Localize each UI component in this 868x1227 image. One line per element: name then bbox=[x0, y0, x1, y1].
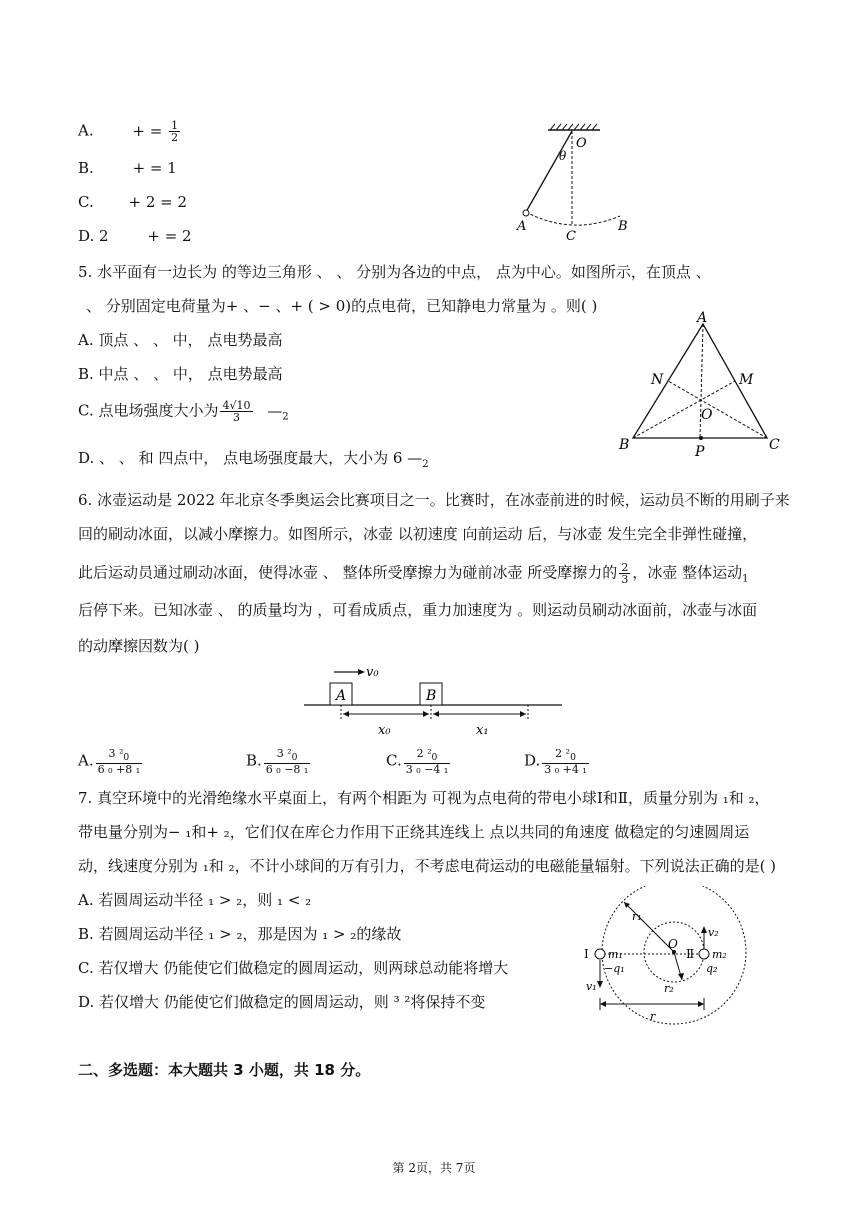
q4-option-a: A. + = $\frac{1}{2}$ bbox=[78, 119, 179, 144]
q6-option-c: C. $\frac{2 ^2_0}{\text{3 ₀ −4 ₁}}$ bbox=[386, 747, 449, 777]
fraction: $\frac{1}{2}$ bbox=[171, 119, 179, 144]
q5-option-c: C. 点电场强度大小为 $\frac{4√10}{3}$ $—_2$ bbox=[78, 399, 289, 424]
q4-option-c: C. + 2 = 2 bbox=[78, 193, 188, 211]
q6-line-2: 回的刷动冰面，以减小摩擦力。如图所示，冰壶 以初速度 向前运动 后，与冰壶 发生完全非弹性碰撞， bbox=[78, 525, 758, 543]
label-q2: q₂ bbox=[706, 962, 718, 975]
q5-line-2: 、 分别固定电荷量为+ 、− 、+ ( > 0)的点电荷，已知静电力常量为 。则( ) bbox=[86, 297, 598, 315]
fraction: $\frac{3 ^2_0}{\text{6 ₀ −8 ₁}}$ bbox=[265, 747, 309, 777]
label-r1: r₁ bbox=[632, 910, 642, 923]
label-v1: v₁ bbox=[586, 980, 597, 993]
label-a: A bbox=[697, 310, 708, 326]
circular-motion-figure bbox=[578, 886, 758, 1026]
label-r2: r₂ bbox=[664, 982, 674, 995]
label-ball-2: Ⅱ bbox=[686, 947, 695, 961]
label-v0: v₀ bbox=[366, 665, 379, 680]
fraction: $\frac{3 ^2_0}{\text{6 ₀ +8 ₁}}$ bbox=[97, 747, 141, 777]
q7-option-b: B. 若圆周运动半径 ₁ > ₂，那是因为 ₁ > ₂的缘故 bbox=[78, 925, 402, 943]
label-b: B bbox=[619, 437, 630, 453]
label-c: C bbox=[566, 229, 576, 240]
label-p: P bbox=[695, 444, 705, 458]
q6-option-a: A. $\frac{3 ^2_0}{\text{6 ₀ +8 ₁}}$ bbox=[78, 747, 141, 777]
section-heading: 二、多选题：本大题共 3 小题，共 18 分。 bbox=[78, 1061, 371, 1079]
label-a: A bbox=[517, 219, 527, 234]
label-x1: x₁ bbox=[476, 723, 489, 738]
q6-line-5: 的动摩擦因数为( ) bbox=[78, 637, 200, 655]
fraction: $\frac{4√10}{3}$ bbox=[222, 399, 251, 424]
label-m1: m₁ bbox=[608, 948, 623, 961]
label-v2: v₂ bbox=[708, 926, 719, 939]
q6-line-1: 6. 冰壶运动是 2022 年北京冬季奥运会比赛项目之一。比赛时，在冰壶前进的时候，运动员不断的用刷子来 bbox=[78, 491, 790, 509]
q4-option-b: B. + = 1 bbox=[78, 159, 177, 177]
fraction: $\frac{2}{3}$ bbox=[621, 561, 629, 586]
label-n: N bbox=[651, 372, 664, 388]
label-o: O bbox=[701, 407, 713, 423]
q4-option-d: D. 2 + = 2 bbox=[78, 227, 192, 245]
label-theta: θ bbox=[559, 149, 567, 163]
label-r: r bbox=[650, 1010, 656, 1023]
label-neg-q1: −q₁ bbox=[604, 962, 625, 975]
label-x0: x₀ bbox=[378, 723, 391, 738]
label-m2: m₂ bbox=[712, 948, 727, 961]
label-ball-1: Ⅰ bbox=[584, 947, 589, 961]
triangle-figure bbox=[615, 308, 795, 458]
q6-line-4: 后停下来。已知冰壶 、 的质量均为 ，可看成质点，重力加速度为 。则运动员刷动冰面前，冰壶与冰面 bbox=[78, 601, 758, 619]
label-o: O bbox=[668, 937, 678, 951]
fraction: $\frac{2 ^2_0}{\text{3 ₀ +4 ₁}}$ bbox=[544, 747, 587, 777]
q5-option-b: B. 中点 、 、 中， 点电势最高 bbox=[78, 365, 283, 383]
q6-option-b: B. $\frac{3 ^2_0}{\text{6 ₀ −8 ₁}}$ bbox=[246, 747, 309, 777]
q5-line-1: 5. 水平面有一边长为 的等边三角形 、 、 分别为各边的中点， 点为中心。如图所示，在顶点 、 bbox=[78, 263, 711, 281]
q6-line-3: 此后运动员通过刷动冰面，使得冰壶 、 整体所受摩擦力为碰前冰壶 所受摩擦力的 $\frac{2}{3}$ ，冰壶 整体运动$_1$ bbox=[78, 561, 749, 586]
page-footer: 第 2页，共 7页 bbox=[392, 1161, 476, 1175]
q7-line-2: 带电量分别为− ₁和+ ₂，它们仅在库仑力作用下正绕其连线上 点以共同的角速度 做稳定的匀速圆周运 bbox=[78, 823, 750, 841]
fraction: $\frac{2 ^2_0}{\text{3 ₀ −4 ₁}}$ bbox=[405, 747, 449, 777]
label-a: A bbox=[336, 688, 347, 704]
label-b: B bbox=[426, 688, 437, 704]
q7-line-1: 7. 真空环境中的光滑绝缘水平桌面上，有两个相距为 可视为点电荷的带电小球Ⅰ和Ⅱ，质量分别为 ₁和 ₂， bbox=[78, 789, 770, 807]
label-m: M bbox=[739, 372, 754, 388]
q5-option-a: A. 顶点 、 、 中， 点电势最高 bbox=[78, 331, 283, 349]
q7-option-a: A. 若圆周运动半径 ₁ > ₂，则 ₁ < ₂ bbox=[78, 891, 312, 909]
q7-line-3: 动，线速度分别为 ₁和 ₂，不计小球间的万有引力，不考虑电荷运动的电磁能量辐射。下列说法正确的是( ) bbox=[78, 857, 777, 875]
pendulum-figure bbox=[500, 120, 640, 240]
q6-option-d: D. $\frac{2 ^2_0}{\text{3 ₀ +4 ₁}}$ bbox=[524, 747, 587, 777]
label-c: C bbox=[769, 437, 780, 453]
label-o: O bbox=[576, 136, 587, 151]
curling-figure bbox=[300, 660, 570, 738]
label-b: B bbox=[618, 219, 628, 234]
q7-option-c: C. 若仅增大 仍能使它们做稳定的圆周运动，则两球总动能将增大 bbox=[78, 959, 509, 977]
q5-option-d: D. 、 、 和 四点中， 点电场强度最大，大小为 6 $—_2$ bbox=[78, 449, 429, 470]
q7-option-d: D. 若仅增大 仍能使它们做稳定的圆周运动，则 ³ ²将保持不变 bbox=[78, 993, 486, 1011]
